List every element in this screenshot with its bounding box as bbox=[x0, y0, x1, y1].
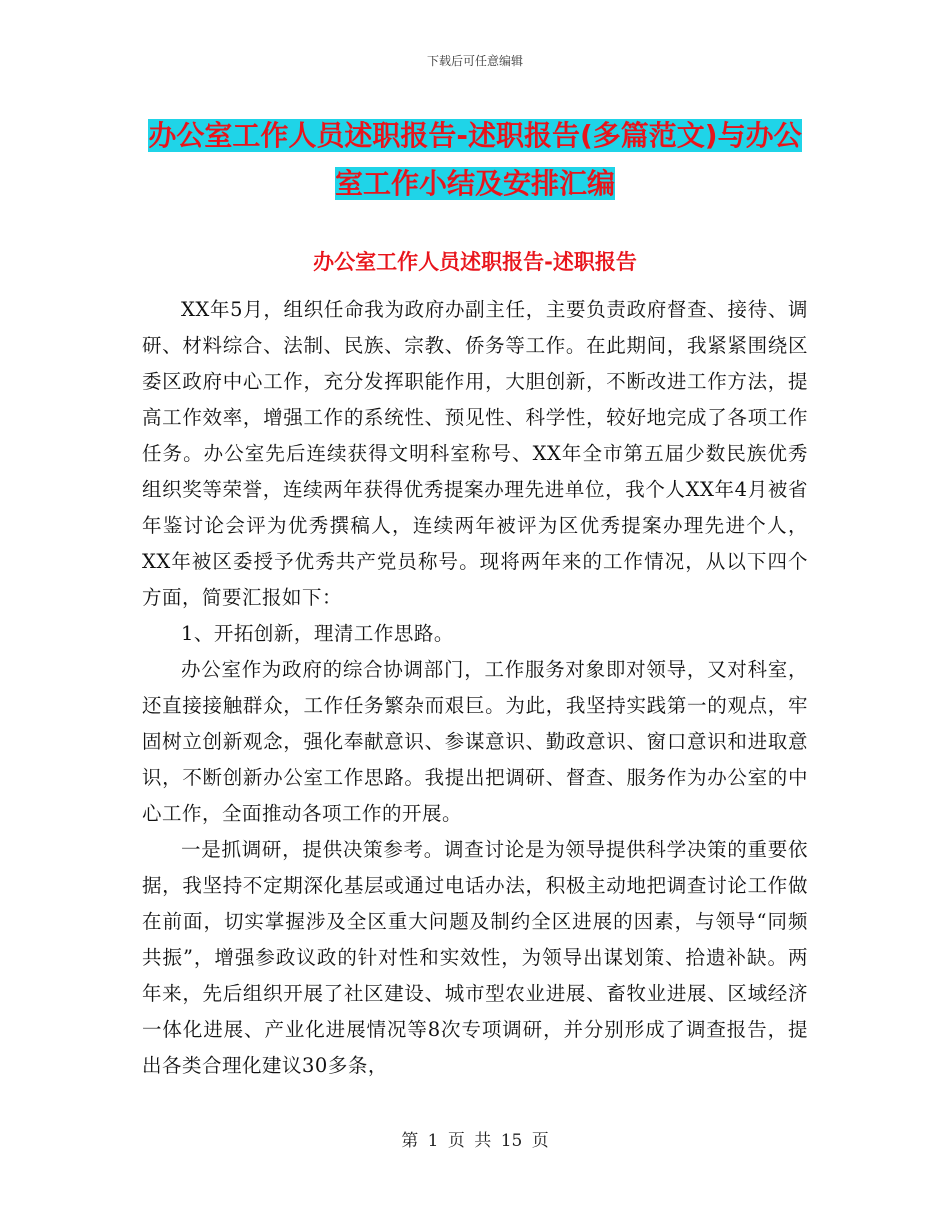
document-title-text: 办公室工作人员述职报告-述职报告(多篇范文)与办公室工作小结及安排汇编 bbox=[148, 119, 802, 200]
document-body bbox=[142, 292, 808, 1084]
page-number: 第 1 页 共 15 页 bbox=[401, 1131, 549, 1151]
page-header-note: 下载后可任意编辑 bbox=[426, 54, 523, 68]
paragraph: 办公室作为政府的综合协调部门，工作服务对象即对领导，又对科室，还直接接触群众，工作任务繁杂而艰巨。为此，我坚持实践第一的观点，牢固树立创新观念，强化奉献意识、参谋意识、勤政意识、窗口意识和进取意识，不断创新办公室工作思路。我提出把调研、督查、服务作为办公室的中心工作，全面推动各项工作的开展。 bbox=[142, 658, 808, 825]
document-title bbox=[140, 112, 810, 208]
paragraph: 1、开拓创新，理清工作思路。 bbox=[181, 622, 454, 645]
paragraph: 一是抓调研，提供决策参考。调查讨论是为领导提供科学决策的重要依据，我坚持不定期深化基层或通过电话办法，积极主动地把调查讨论工作做在前面，切实掌握涉及全区重大问题及制约全区进展的因素，与领导“同频共振”，增强参政议政的针对性和实效性，为领导出谋划策、拾遗补缺。两年来，先后组织开展了社区建设、城市型农业进展、畜牧业进展、区域经济一体化进展、产业化进展情况等8次专项调研，并分别形成了调查报告，提出各类合理化建议30多条， bbox=[142, 838, 808, 1077]
section-title: 办公室工作人员述职报告-述职报告 bbox=[313, 250, 637, 274]
paragraph: XX年5月，组织任命我为政府办副主任，主要负责政府督查、接待、调研、材料综合、法制、民族、宗教、侨务等工作。在此期间，我紧紧围绕区委区政府中心工作，充分发挥职能作用，大胆创新，不断改进工作方法，提高工作效率，增强工作的系统性、预见性、科学性，较好地完成了各项工作任务。办公室先后连续获得文明科室称号、XX年全市第五届少数民族优秀组织奖等荣誉，连续两年获得优秀提案办理先进单位，我个人XX年4月被省年鉴讨论会评为优秀撰稿人，连续两年被评为区优秀提案办理先进个人，XX年被区委授予优秀共产党员称号。现将两年来的工作情况，从以下四个方面，简要汇报如下： bbox=[142, 298, 808, 609]
